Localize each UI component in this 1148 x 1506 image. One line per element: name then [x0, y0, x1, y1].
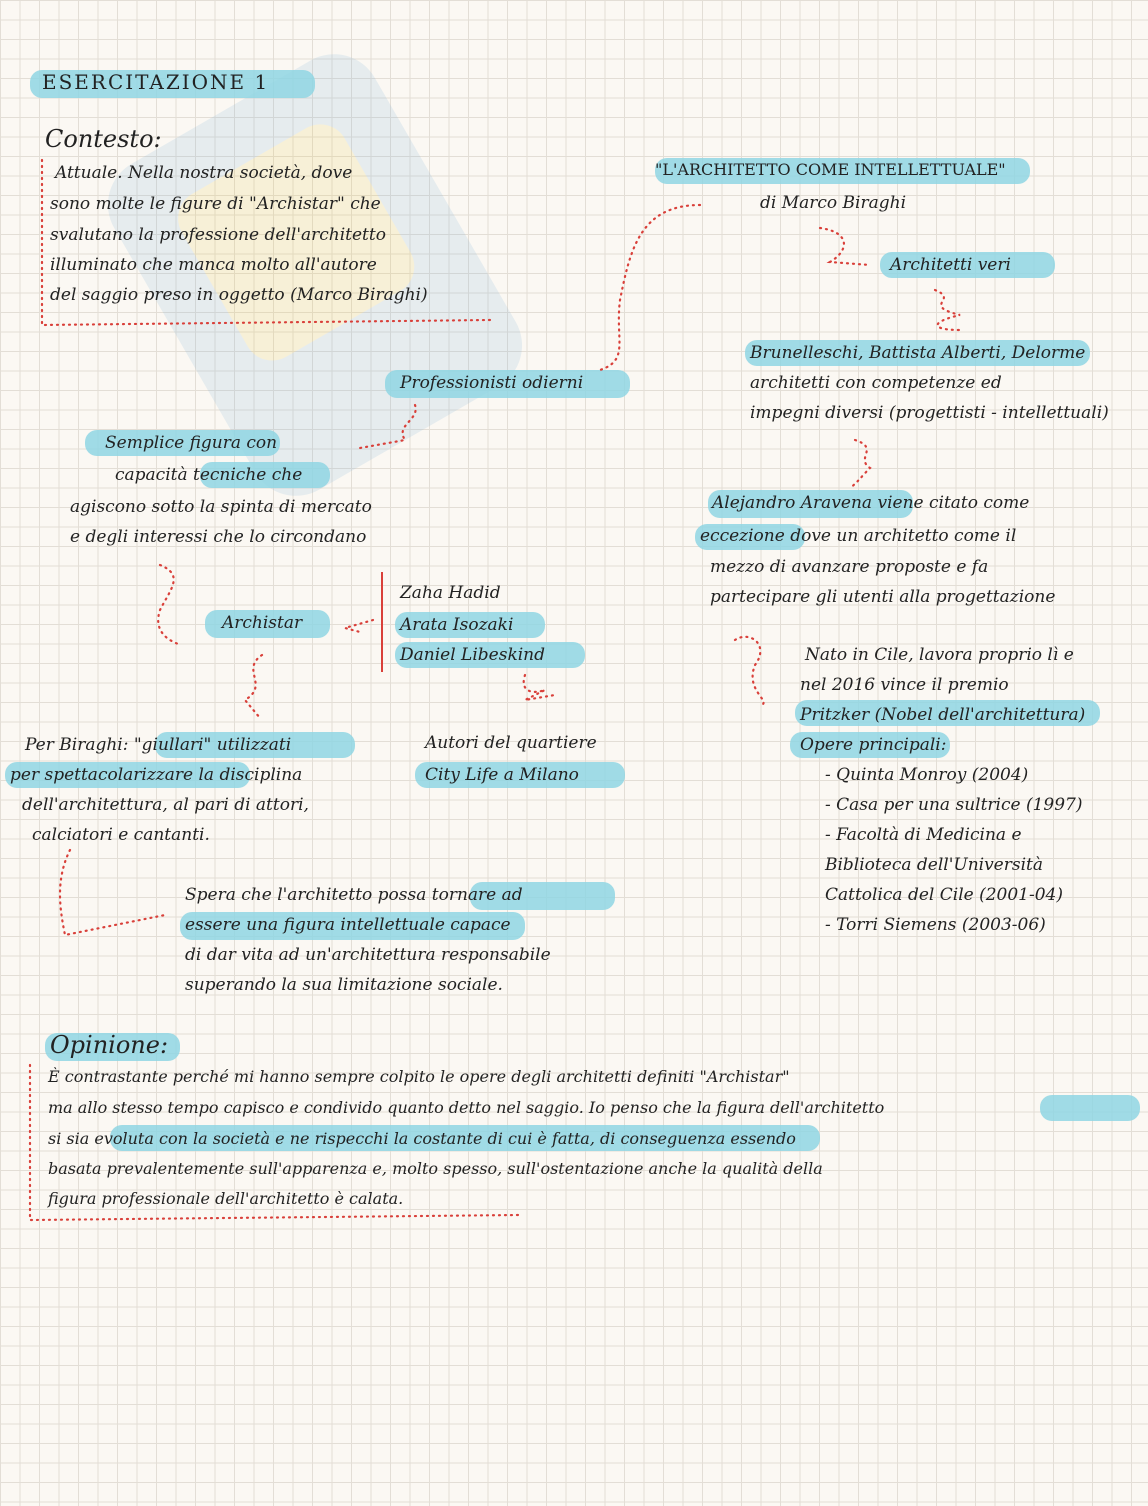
contesto-heading: Contesto:: [45, 125, 162, 153]
archistar-name: Daniel Libeskind: [400, 645, 546, 665]
archistar-name: Zaha Hadid: [400, 583, 501, 603]
spera-line: di dar vita ad un'architettura responsabile: [185, 945, 551, 965]
spera-line: superando la sua limitazione sociale.: [185, 975, 503, 995]
opinione-line: si sia evoluta con la società e ne rispecchi la costante di cui è fatta, di conseguenza essendo: [48, 1129, 796, 1148]
aravena-line: eccezione dove un architetto come il: [700, 526, 1017, 546]
semplice-line: agiscono sotto la spinta di mercato: [70, 497, 372, 517]
biraghi-line: dell'architettura, al pari di attori,: [22, 795, 309, 815]
semplice-line: capacità tecniche che: [115, 465, 303, 485]
contesto-line: sono molte le figure di "Archistar" che: [50, 194, 381, 214]
opinione-line: basata prevalentemente sull'apparenza e, molto spesso, sull'ostentazione anche la qualità della: [48, 1159, 823, 1178]
professionisti-label: Professionisti odierni: [400, 373, 584, 393]
opinione-heading: Opinione:: [50, 1031, 169, 1059]
aravena-nato: nel 2016 vince il premio: [800, 675, 1009, 695]
opere-item: Cattolica del Cile (2001-04): [825, 885, 1064, 905]
contesto-line: Attuale. Nella nostra società, dove: [55, 163, 353, 183]
book-title: "L'ARCHITETTO COME INTELLETTUALE": [655, 160, 1006, 179]
semplice-line: e degli interessi che lo circondano: [70, 527, 367, 547]
biraghi-line: calciatori e cantanti.: [32, 825, 210, 845]
opere-item: - Facoltà di Medicina e: [825, 825, 1022, 845]
architetti-veri-desc: impegni diversi (progettisti - intellettuali): [750, 403, 1109, 423]
opinione-line: figura professionale dell'architetto è calata.: [48, 1189, 404, 1208]
aravena-nato: Pritzker (Nobel dell'architettura): [800, 705, 1086, 725]
opere-item: - Quinta Monroy (2004): [825, 765, 1029, 785]
aravena-nato: Nato in Cile, lavora proprio lì e: [805, 645, 1074, 665]
aravena-line: partecipare gli utenti alla progettazione: [710, 587, 1056, 607]
opere-item: - Casa per una sultrice (1997): [825, 795, 1083, 815]
opinione-line: ma allo stesso tempo capisco e condivido quanto detto nel saggio. Io penso che la figura dell'architetto: [48, 1098, 885, 1117]
archistar-label: Archistar: [222, 613, 303, 633]
semplice-line: Semplice figura con: [105, 433, 278, 453]
aravena-line: Alejandro Aravena viene citato come: [712, 493, 1030, 513]
contesto-line: illuminato che manca molto all'autore: [50, 255, 377, 275]
opere-item: - Torri Siemens (2003-06): [825, 915, 1046, 935]
autori-line: City Life a Milano: [425, 765, 579, 785]
biraghi-line: Per Biraghi: "giullari" utilizzati: [25, 735, 292, 755]
architetti-veri-names: Brunelleschi, Battista Alberti, Delorme: [750, 343, 1086, 363]
biraghi-line: per spettacolarizzare la disciplina: [10, 765, 303, 785]
architetti-veri-desc: architetti con competenze ed: [750, 373, 1002, 393]
book-author: di Marco Biraghi: [760, 193, 907, 213]
aravena-line: mezzo di avanzare proposte e fa: [710, 557, 989, 577]
architetti-veri-label: Architetti veri: [890, 255, 1011, 275]
opere-label: Opere principali:: [800, 735, 947, 755]
contesto-line: svalutano la professione dell'architetto: [50, 225, 386, 245]
autori-line: Autori del quartiere: [425, 733, 597, 753]
page-title: ESERCITAZIONE 1: [42, 70, 270, 94]
spera-line: Spera che l'architetto possa tornare ad: [185, 885, 523, 905]
opinione-line: È contrastante perché mi hanno sempre colpito le opere degli architetti definiti "Archistar": [48, 1067, 790, 1086]
opere-item: Biblioteca dell'Università: [825, 855, 1043, 875]
archistar-name: Arata Isozaki: [400, 615, 514, 635]
spera-line: essere una figura intellettuale capace: [185, 915, 511, 935]
contesto-line: del saggio preso in oggetto (Marco Biraghi): [50, 285, 428, 305]
